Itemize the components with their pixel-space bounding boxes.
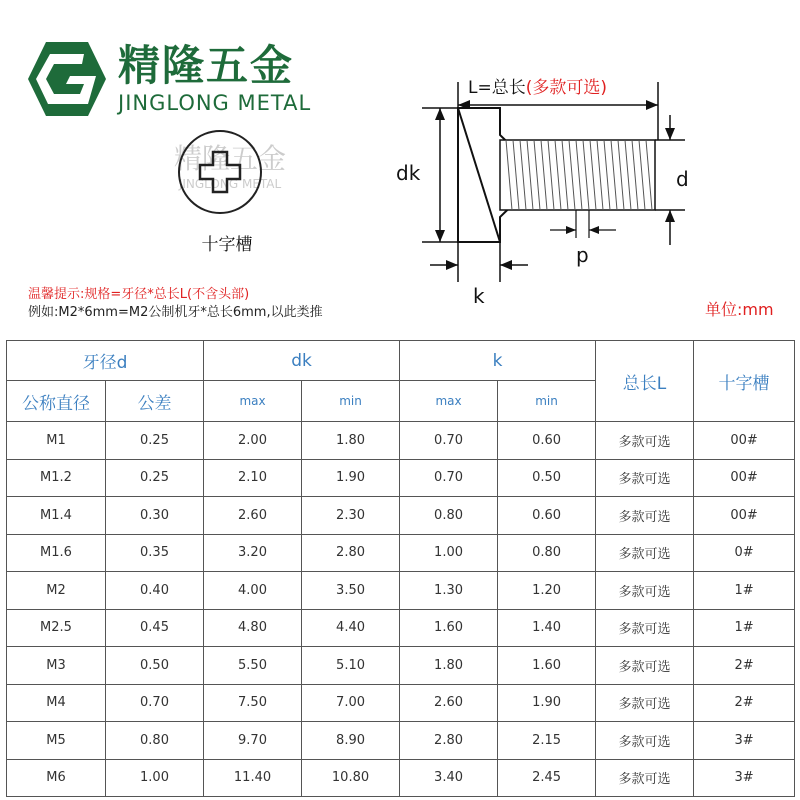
cell-k-min: 0.80	[498, 534, 596, 572]
logo-icon	[26, 40, 108, 118]
cell-k-max: 3.40	[400, 759, 498, 797]
cell-size: M1	[7, 422, 106, 460]
brand-name-en: JINGLONG METAL	[118, 91, 312, 115]
cell-dk-max: 5.50	[204, 647, 302, 685]
brand-name-cn: 精隆五金	[118, 41, 295, 90]
cell-slot: 00#	[694, 459, 795, 497]
header-k-max: max	[400, 381, 498, 422]
cell-k-max: 2.80	[400, 722, 498, 760]
d-label: d	[676, 167, 689, 191]
header-dk-min: min	[302, 381, 400, 422]
header-k: k	[400, 341, 596, 381]
cell-length: 多款可选	[596, 459, 694, 497]
unit-label: 单位:mm	[705, 300, 774, 319]
table-row	[7, 647, 795, 685]
cell-dk-max: 4.80	[204, 609, 302, 647]
cell-slot: 1#	[694, 572, 795, 610]
dk-label: dk	[396, 161, 421, 185]
header-dk: dk	[204, 341, 400, 381]
cell-size: M1.2	[7, 459, 106, 497]
cell-dk-min: 7.00	[302, 684, 400, 722]
phillips-slot-figure	[160, 128, 300, 228]
cell-tolerance: 0.40	[106, 572, 204, 610]
cell-dk-max: 2.60	[204, 497, 302, 535]
cell-dk-max: 7.50	[204, 684, 302, 722]
cell-size: M3	[7, 647, 106, 685]
length-label: L=总长	[468, 78, 526, 98]
cell-size: M1.4	[7, 497, 106, 535]
cell-dk-min: 2.30	[302, 497, 400, 535]
cell-slot: 3#	[694, 759, 795, 797]
table-row	[7, 609, 795, 647]
cell-size: M6	[7, 759, 106, 797]
cell-tolerance: 0.45	[106, 609, 204, 647]
cell-tolerance: 0.70	[106, 684, 204, 722]
watermark-cn: 精隆五金	[173, 142, 287, 175]
cell-k-min: 0.60	[498, 422, 596, 460]
cell-k-max: 1.60	[400, 609, 498, 647]
cell-dk-min: 8.90	[302, 722, 400, 760]
cell-k-min: 1.90	[498, 684, 596, 722]
cell-tolerance: 0.25	[106, 422, 204, 460]
cell-length: 多款可选	[596, 497, 694, 535]
cell-dk-min: 3.50	[302, 572, 400, 610]
spec-example: 例如:M2*6mm=M2公制机牙*总长6mm,以此类推	[28, 305, 323, 320]
cell-tolerance: 0.50	[106, 647, 204, 685]
cell-k-min: 0.50	[498, 459, 596, 497]
cell-slot: 1#	[694, 609, 795, 647]
cell-dk-min: 2.80	[302, 534, 400, 572]
table-row	[7, 534, 795, 572]
cell-tolerance: 0.35	[106, 534, 204, 572]
watermark-en: JINGLONG METAL	[178, 177, 282, 191]
table-body	[7, 422, 795, 797]
cell-tolerance: 0.25	[106, 459, 204, 497]
cell-size: M2.5	[7, 609, 106, 647]
cell-k-min: 2.45	[498, 759, 596, 797]
header-tolerance: 公差	[106, 381, 204, 422]
cell-size: M4	[7, 684, 106, 722]
cell-slot: 2#	[694, 647, 795, 685]
header-nominal: 公称直径	[7, 381, 106, 422]
cell-length: 多款可选	[596, 609, 694, 647]
cell-k-min: 0.60	[498, 497, 596, 535]
cell-k-min: 2.15	[498, 722, 596, 760]
cell-slot: 0#	[694, 534, 795, 572]
cell-dk-min: 10.80	[302, 759, 400, 797]
spec-tip: 温馨提示:规格=牙径*总长L(不含头部)	[28, 287, 250, 302]
table-row	[7, 422, 795, 460]
cell-dk-max: 9.70	[204, 722, 302, 760]
cell-dk-max: 2.00	[204, 422, 302, 460]
header-thread: 牙径d	[7, 341, 204, 381]
table-row	[7, 459, 795, 497]
cell-slot: 00#	[694, 422, 795, 460]
cell-length: 多款可选	[596, 647, 694, 685]
cell-length: 多款可选	[596, 722, 694, 760]
table-header-row	[7, 341, 795, 381]
cell-dk-min: 5.10	[302, 647, 400, 685]
table-row	[7, 497, 795, 535]
cell-k-max: 0.80	[400, 497, 498, 535]
cell-dk-max: 4.00	[204, 572, 302, 610]
cell-dk-min: 1.80	[302, 422, 400, 460]
table-row	[7, 572, 795, 610]
cell-k-max: 0.70	[400, 422, 498, 460]
cell-tolerance: 1.00	[106, 759, 204, 797]
header-length: 总长L	[596, 341, 694, 422]
cell-dk-max: 3.20	[204, 534, 302, 572]
table-row	[7, 759, 795, 797]
cell-size: M2	[7, 572, 106, 610]
cell-k-max: 2.60	[400, 684, 498, 722]
cell-k-max: 0.70	[400, 459, 498, 497]
cell-length: 多款可选	[596, 422, 694, 460]
header-dk-max: max	[204, 381, 302, 422]
slot-label: 十字槽	[201, 235, 253, 255]
cell-length: 多款可选	[596, 759, 694, 797]
cell-slot: 3#	[694, 722, 795, 760]
cell-k-min: 1.40	[498, 609, 596, 647]
cell-length: 多款可选	[596, 684, 694, 722]
cell-length: 多款可选	[596, 572, 694, 610]
cell-k-max: 1.30	[400, 572, 498, 610]
p-label: p	[576, 243, 589, 267]
table-row	[7, 684, 795, 722]
length-note: (多款可选)	[525, 78, 607, 98]
cell-k-min: 1.60	[498, 647, 596, 685]
cell-dk-max: 11.40	[204, 759, 302, 797]
table-row	[7, 722, 795, 760]
cell-length: 多款可选	[596, 534, 694, 572]
cell-size: M1.6	[7, 534, 106, 572]
cell-k-max: 1.00	[400, 534, 498, 572]
cell-size: M5	[7, 722, 106, 760]
cell-k-min: 1.20	[498, 572, 596, 610]
cell-tolerance: 0.80	[106, 722, 204, 760]
svg-text:L=总长(多款可选)	[468, 78, 607, 98]
cell-tolerance: 0.30	[106, 497, 204, 535]
cell-slot: 00#	[694, 497, 795, 535]
cell-dk-min: 1.90	[302, 459, 400, 497]
k-label: k	[473, 284, 485, 308]
cell-dk-max: 2.10	[204, 459, 302, 497]
cell-dk-min: 4.40	[302, 609, 400, 647]
cell-k-max: 1.80	[400, 647, 498, 685]
cell-slot: 2#	[694, 684, 795, 722]
header-slot: 十字槽	[694, 341, 795, 422]
screw-diagram	[380, 60, 700, 310]
spec-table	[6, 340, 795, 797]
header-k-min: min	[498, 381, 596, 422]
